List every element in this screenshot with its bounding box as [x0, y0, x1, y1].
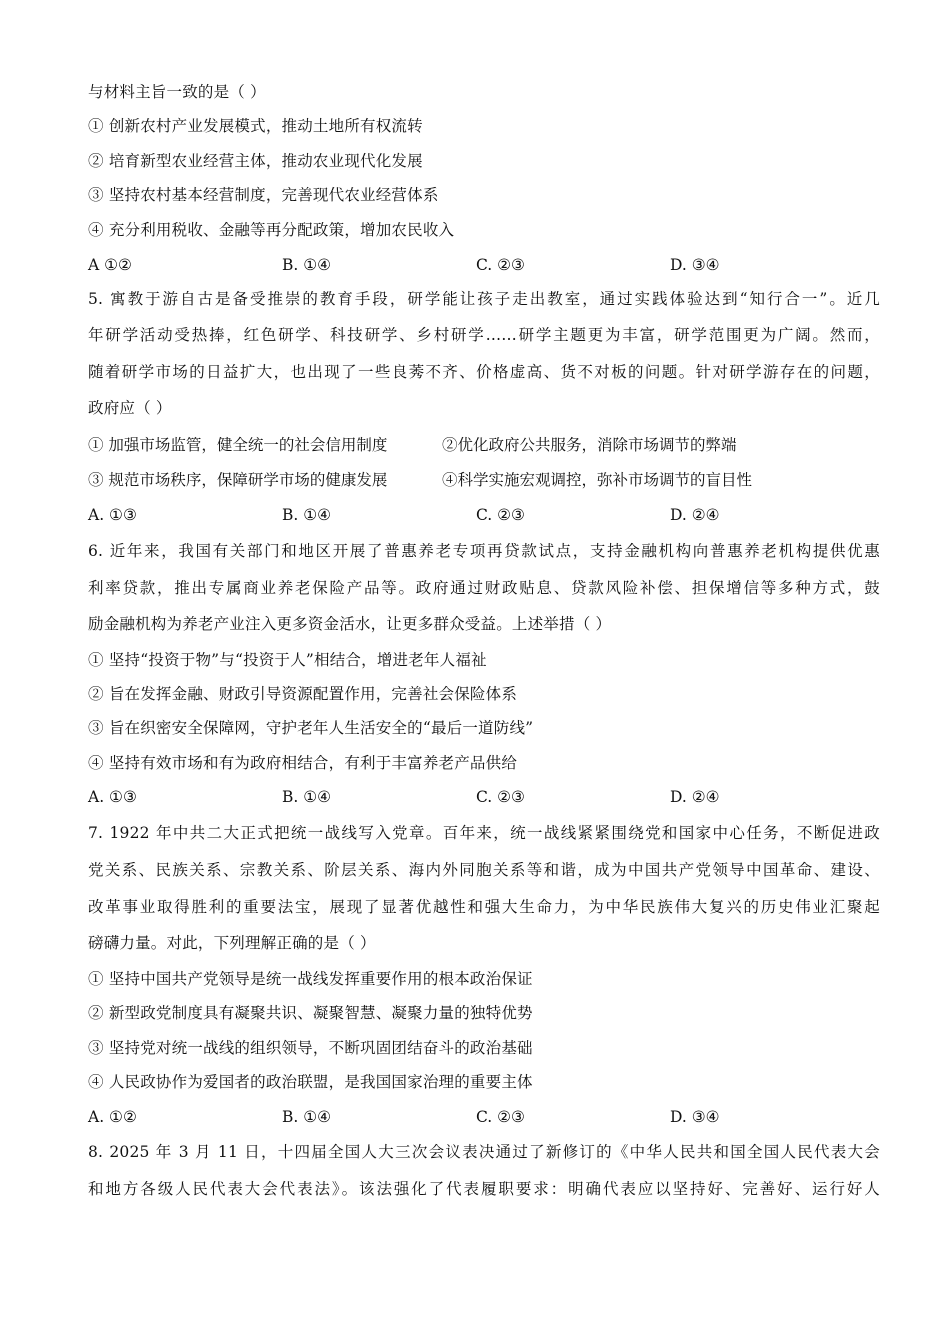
q6-stem-line-2: 利率贷款，推出专属商业养老保险产品等。政府通过财政贴息、贷款风险补偿、担保增信等多种方式，鼓: [88, 579, 880, 597]
q5-stem-line-3: 随着研学市场的日益扩大，也出现了一些良莠不齐、价格虚高、货不对板的问题。针对研学游存在的问题，: [88, 363, 880, 381]
q7-option-a[interactable]: A. ①②: [88, 1108, 137, 1126]
prev-question-statement-1: ① 创新农村产业发展模式，推动土地所有权流转: [88, 117, 423, 135]
q5-stem-line-1: 5. 寓教于游自古是备受推崇的教育手段，研学能让孩子走出教室，通过实践体验达到“知行合一”。近几: [88, 290, 880, 308]
q7-option-b[interactable]: B. ①④: [282, 1108, 332, 1126]
q5-statement-1: ① 加强市场监管，健全统一的社会信用制度: [88, 436, 388, 454]
q7-statement-1: ① 坚持中国共产党领导是统一战线发挥重要作用的根本政治保证: [88, 970, 533, 988]
q7-stem-line-2: 党关系、民族关系、宗教关系、阶层关系、海内外同胞关系等和谐，成为中国共产党领导中国革命、建设、: [88, 861, 880, 879]
q5-statement-4: ④科学实施宏观调控，弥补市场调节的盲目性: [442, 471, 753, 489]
prev-question-statement-3: ③ 坚持农村基本经营制度，完善现代农业经营体系: [88, 186, 439, 204]
q6-option-b[interactable]: B. ①④: [282, 788, 332, 806]
q7-statement-4: ④ 人民政协作为爱国者的政治联盟，是我国国家治理的重要主体: [88, 1073, 533, 1091]
q6-statement-3: ③ 旨在织密安全保障网，守护老年人生活安全的“最后一道防线”: [88, 719, 534, 737]
q6-statement-1: ① 坚持“投资于物”与“投资于人”相结合，增进老年人福祉: [88, 651, 487, 669]
q6-statement-4: ④ 坚持有效市场和有为政府相结合，有利于丰富养老产品供给: [88, 754, 518, 772]
q6-stem-line-1: 6. 近年来，我国有关部门和地区开展了普惠养老专项再贷款试点，支持金融机构向普惠养老机构提供优惠: [88, 542, 880, 560]
q8-stem-line-1: 8. 2025 年 3 月 11 日，十四届全国人大三次会议表决通过了新修订的《中华人民共和国全国人民代表大会: [88, 1143, 880, 1161]
q7-stem-line-1: 7. 1922 年中共二大正式把统一战线写入党章。百年来，统一战线紧紧围绕党和国家中心任务，不断促进政: [88, 824, 880, 842]
q5-stem-line-4: 政府应（ ）: [88, 399, 172, 417]
prev-question-option-c[interactable]: C. ②③: [476, 256, 525, 274]
q7-statement-3: ③ 坚持党对统一战线的组织领导，不断巩固团结奋斗的政治基础: [88, 1039, 533, 1057]
q8-stem-line-2: 和地方各级人民代表大会代表法》。该法强化了代表履职要求：明确代表应以坚持好、完善好、运行好人: [88, 1180, 880, 1198]
q5-option-c[interactable]: C. ②③: [476, 506, 525, 524]
q6-stem-line-3: 励金融机构为养老产业注入更多资金活水，让更多群众受益。上述举措（ ）: [88, 615, 612, 633]
prev-question-option-a[interactable]: A ①②: [88, 256, 132, 274]
prev-question-option-b[interactable]: B. ①④: [282, 256, 332, 274]
q6-option-a[interactable]: A. ①③: [88, 788, 137, 806]
q7-stem-line-3: 改革事业取得胜利的重要法宝，展现了显著优越性和强大生命力，为中华民族伟大复兴的历史伟业汇聚起: [88, 898, 880, 916]
q6-option-c[interactable]: C. ②③: [476, 788, 525, 806]
q7-stem-line-4: 磅礴力量。对此，下列理解正确的是（ ）: [88, 934, 376, 952]
q6-statement-2: ② 旨在发挥金融、财政引导资源配置作用，完善社会保险体系: [88, 685, 518, 703]
q7-statement-2: ② 新型政党制度具有凝聚共识、凝聚智慧、凝聚力量的独特优势: [88, 1004, 533, 1022]
q5-stem-line-2: 年研学活动受热捧，红色研学、科技研学、乡村研学……研学主题更为丰富，研学范围更为广阔。然而，: [88, 326, 880, 344]
prev-question-statement-2: ② 培育新型农业经营主体，推动农业现代化发展: [88, 152, 423, 170]
prev-question-stem-tail: 与材料主旨一致的是（ ）: [88, 83, 266, 101]
prev-question-statement-4: ④ 充分利用税收、金融等再分配政策，增加农民收入: [88, 221, 455, 239]
q5-option-b[interactable]: B. ①④: [282, 506, 332, 524]
prev-question-option-d[interactable]: D. ③④: [670, 256, 720, 274]
q6-option-d[interactable]: D. ②④: [670, 788, 720, 806]
q5-option-a[interactable]: A. ①③: [88, 506, 137, 524]
q7-option-c[interactable]: C. ②③: [476, 1108, 525, 1126]
q5-statement-3: ③ 规范市场秩序，保障研学市场的健康发展: [88, 471, 388, 489]
q7-option-d[interactable]: D. ③④: [670, 1108, 720, 1126]
q5-statement-2: ②优化政府公共服务，消除市场调节的弊端: [442, 436, 737, 454]
q5-option-d[interactable]: D. ②④: [670, 506, 720, 524]
